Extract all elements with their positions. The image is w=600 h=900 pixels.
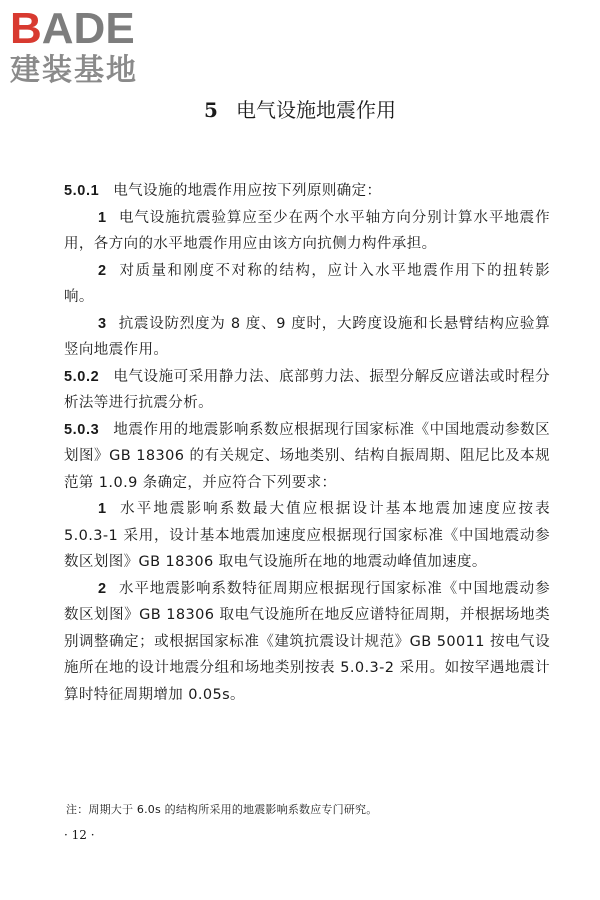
clause-number: 5.0.1 xyxy=(64,183,100,199)
clause-text: 电气设施可采用静力法、底部剪力法、振型分解反应谱法或时程分析法等进行抗震分析。 xyxy=(64,368,550,411)
clause-5-0-1-item-3 xyxy=(64,311,550,364)
chapter-title xyxy=(0,96,600,124)
document-body xyxy=(64,178,550,708)
clause-number: 5.0.2 xyxy=(64,368,100,385)
clause-text: 电气设施的地震作用应按下列原则确定： xyxy=(113,183,382,199)
logo-wordmark-rest: ADE xyxy=(41,4,135,53)
item-text: 抗震设防烈度为 8 度、9 度时，大跨度设施和长悬臂结构应验算竖向地震作用。 xyxy=(64,315,550,358)
item-text: 水平地震影响系数特征周期应根据现行国家标准《中国地震动参数区划图》GB 18306 取电气设施所在地反应谱特征周期，并根据场地类别调整确定；或根据国家标准《建筑抗震设计规范》GB 50011 按电气设施所在地的设计地震分组和场地类别按表 5.0.3-2 采用。如按罕遇地震计算时特征周期增加 0.05s。 xyxy=(64,580,550,703)
clause-5-0-1-item-2 xyxy=(64,258,550,311)
chapter-number: 5 xyxy=(204,98,218,122)
page-number: · 12 · xyxy=(64,828,95,842)
item-number: 1 xyxy=(98,501,107,517)
item-number: 2 xyxy=(98,580,107,597)
chapter-title-text: 电气设施地震作用 xyxy=(235,98,396,122)
logo-accent-letter: B xyxy=(10,4,42,53)
clause-5-0-2 xyxy=(64,364,550,417)
item-number: 2 xyxy=(98,262,107,279)
clause-5-0-3-item-2 xyxy=(64,576,550,709)
item-number: 1 xyxy=(98,209,107,226)
clause-number: 5.0.3 xyxy=(64,421,100,438)
logo-wordmark xyxy=(10,6,180,52)
clause-5-0-3 xyxy=(64,417,550,497)
item-text: 电气设施抗震验算应至少在两个水平轴方向分别计算水平地震作用，各方向的水平地震作用应由该方向抗侧力构件承担。 xyxy=(64,209,550,252)
item-number: 3 xyxy=(98,315,107,332)
clause-text: 地震作用的地震影响系数应根据现行国家标准《中国地震动参数区划图》GB 18306 的有关规定、场地类别、结构自振周期、阻尼比及本规范第 1.0.9 条确定，并应符合下列要求： xyxy=(64,421,550,491)
clause-5-0-3-item-1 xyxy=(64,496,550,576)
clause-5-0-1-item-1 xyxy=(64,205,550,258)
clause-5-0-1 xyxy=(64,178,550,205)
logo-subtitle: 建装基地 xyxy=(10,53,138,88)
footnote: 注：周期大于 6.0s 的结构所采用的地震影响系数应专门研究。 xyxy=(66,803,378,816)
bade-logo xyxy=(10,6,180,92)
item-text: 对质量和刚度不对称的结构，应计入水平地震作用下的扭转影响。 xyxy=(64,262,550,305)
item-text: 水平地震影响系数最大值应根据设计基本地震加速度应按表 5.0.3-1 采用，设计基本地震加速度应根据现行国家标准《中国地震动参数区划图》GB 18306 取电气设施所在地的地震动峰值加速度。 xyxy=(64,501,550,570)
